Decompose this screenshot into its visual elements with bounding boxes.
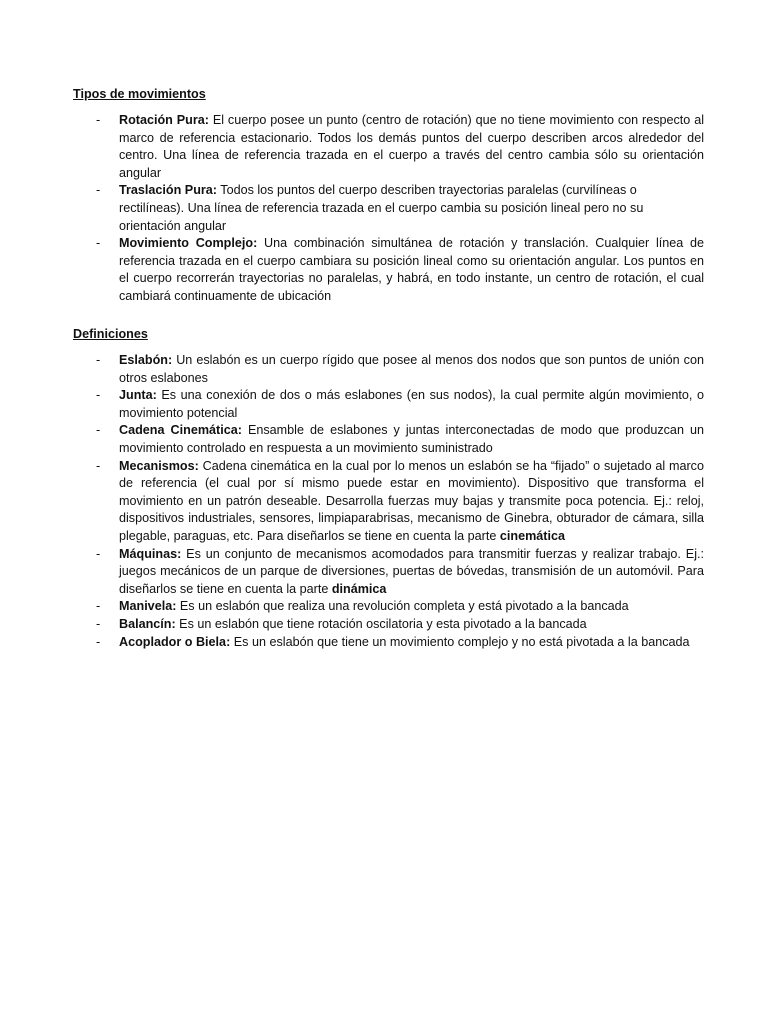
list-item-mecanismos [0,458,768,546]
definition-text: Es un conjunto de mecanismos acomodados para transmitir fuerzas y realizar trabajo. Ej.: juegos mecánicos de un parque de diversiones, puertas de bóvedas, transmisión de un automóvil. Para diseñarlos se tiene en cuenta la parte [119,546,704,596]
emphasis-dinamica: dinámica [331,581,387,596]
term-movimiento-complejo: Movimiento Complejo: [119,236,258,251]
list-item-rotacion-pura [0,112,768,182]
bullet-dash: - [96,388,101,403]
bullet-dash: - [96,423,101,438]
term-cadena-cinematica: Cadena Cinemática: [119,423,242,438]
list-item-junta [0,387,768,422]
bullet-dash: - [96,546,101,561]
definition-text: Una combinación simultánea de rotación y translación. Cualquier línea de referencia trazada en el cuerpo cambiara su posición lineal como su orientación angular. Los puntos en el cuerpo recorrerán trayectorias no paralelas, y habrá, en todo instante, un centro de rotación, el cual cambiará continuamente de ubicación [119,236,704,303]
bullet-dash: - [96,236,101,251]
term-eslabon: Eslabón: [119,353,173,367]
term-traslacion-pura: Traslación Pura: [119,183,217,198]
list-item-eslabon [0,352,768,387]
list-definiciones [0,352,768,651]
definition-text: Es una conexión de dos o más eslabones (en sus nodos), la cual permite algún movimiento, o movimiento potencial [119,388,704,420]
definition-text: Es un eslabón que tiene un movimiento complejo y no está pivotada a la bancada [230,634,690,649]
list-item-acoplador-o-biela [0,634,768,652]
term-balancin: Balancín: [119,616,176,631]
term-maquinas: Máquinas: [119,546,182,561]
bullet-dash: - [96,458,101,473]
bullet-dash: - [96,634,101,649]
bullet-dash: - [96,113,101,127]
list-item-movimiento-complejo [0,235,768,305]
emphasis-cinematica: cinemática [499,528,565,543]
list-item-cadena-cinematica [0,422,768,457]
list-item-manivela [0,598,768,616]
list-item-maquinas [0,546,768,599]
term-junta: Junta: [119,388,157,403]
term-acoplador-o-biela: Acoplador o Biela: [119,634,231,649]
definition-text: Un eslabón es un cuerpo rígido que posee al menos dos nodos que son puntos de unión con otros eslabones [119,353,704,385]
list-tipos-de-movimientos [0,112,768,306]
definition-text: Todos los puntos del cuerpo describen trayectorias paralelas (curvilíneas o rectilíneas). Una línea de referencia trazada en el cuerpo cambia su posición lineal pero no su orientación angular [119,183,644,233]
term-rotacion-pura: Rotación Pura: [119,113,209,127]
term-manivela: Manivela: [119,599,177,614]
section-title-definiciones: Definiciones [73,327,148,341]
bullet-dash: - [96,599,101,614]
bullet-dash: - [96,616,101,631]
list-item-balancin [0,616,768,634]
definition-text: El cuerpo posee un punto (centro de rotación) que no tiene movimiento con respecto al marco de referencia estacionario. Todos los demás puntos del cuerpo describen arcos alrededor del centro. Una línea de referencia trazada en el cuerpo a través del centro cambia sólo su orientación angular [119,113,704,180]
definition-text: Es un eslabón que realiza una revolución completa y está pivotado a la bancada [176,599,629,614]
list-item-traslacion-pura [0,182,768,235]
definition-text: Es un eslabón que tiene rotación oscilatoria y esta pivotado a la bancada [175,616,587,631]
definition-text: Ensamble de eslabones y juntas interconectadas de modo que produzcan un movimiento controlado en respuesta a un movimiento suministrado [119,423,704,455]
term-mecanismos: Mecanismos: [119,458,199,473]
section-title-tipos-de-movimientos: Tipos de movimientos [73,87,206,101]
bullet-dash: - [96,353,101,367]
bullet-dash: - [96,183,101,198]
definition-text: Cadena cinemática en la cual por lo menos un eslabón se ha “fijado” o sujetado al marco de referencia (el cual por sí mismo puede estar en movimiento). Dispositivo que transforma el movimiento en un patrón deseable. Desarrolla fuerzas muy bajas y transmite poca potencia. Ej.: reloj, dispositivos industriales, sensores, limpiaparabrisas, mecanismo de Ginebra, obturador de cámara, silla plegable, paraguas, etc. Para diseñarlos se tiene en cuenta la parte [119,458,704,543]
